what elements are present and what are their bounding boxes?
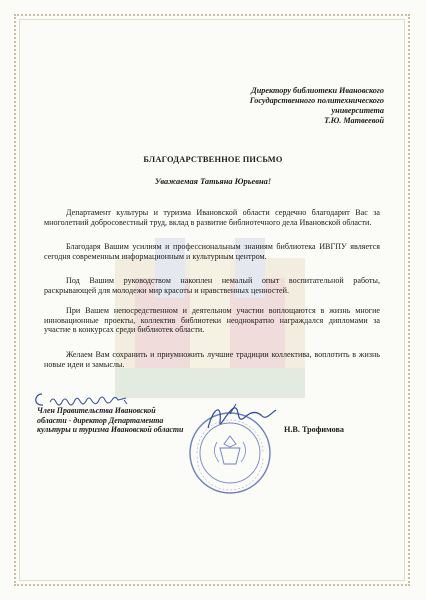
paragraph-4: При Вашем непосредственном и деятельном участии воплощаются в жизнь многие инновационные проекты, коллектив библиотеки неоднократно награждался дипломами за участие в конкурсах среди библиотек области. (44, 306, 380, 335)
signature (200, 398, 280, 438)
document-title: БЛАГОДАРСТВЕННОЕ ПИСЬМО (143, 155, 283, 164)
addressee-block: Директору библиотеки Ивановского Государственного политехнического университета Т.Ю. Матвеевой (249, 86, 384, 125)
signatory-name: Н.В. Трофимова (284, 425, 345, 434)
paragraph-1: Департамент культуры и туризма Ивановской области сердечно благодарит Вас за многолетний добросовестный труд, вклад в развитие библиотечного дела Ивановской области. (44, 208, 380, 227)
paragraph-3: Под Вашим руководством накоплен немалый опыт воспитательной работы, раскрывающей для молодежи мир красоты и нравственных ценностей. (44, 276, 380, 295)
salutation: Уважаемая Татьяна Юрьевна! (154, 177, 272, 186)
paragraph-5: Желаем Вам сохранить и приумножить лучшие традиции коллектива, воплотить в жизнь новые идеи и замыслы. (44, 350, 380, 369)
paragraph-2: Благодаря Вашим усилиям и профессиональным знаниям библиотека ИВГПУ является сегодня современным информационным и культурным центром. (44, 242, 380, 261)
signatory-position: Член Правительства Ивановской области - директор Департамента культуры и туризма Ивановской области (37, 406, 184, 435)
